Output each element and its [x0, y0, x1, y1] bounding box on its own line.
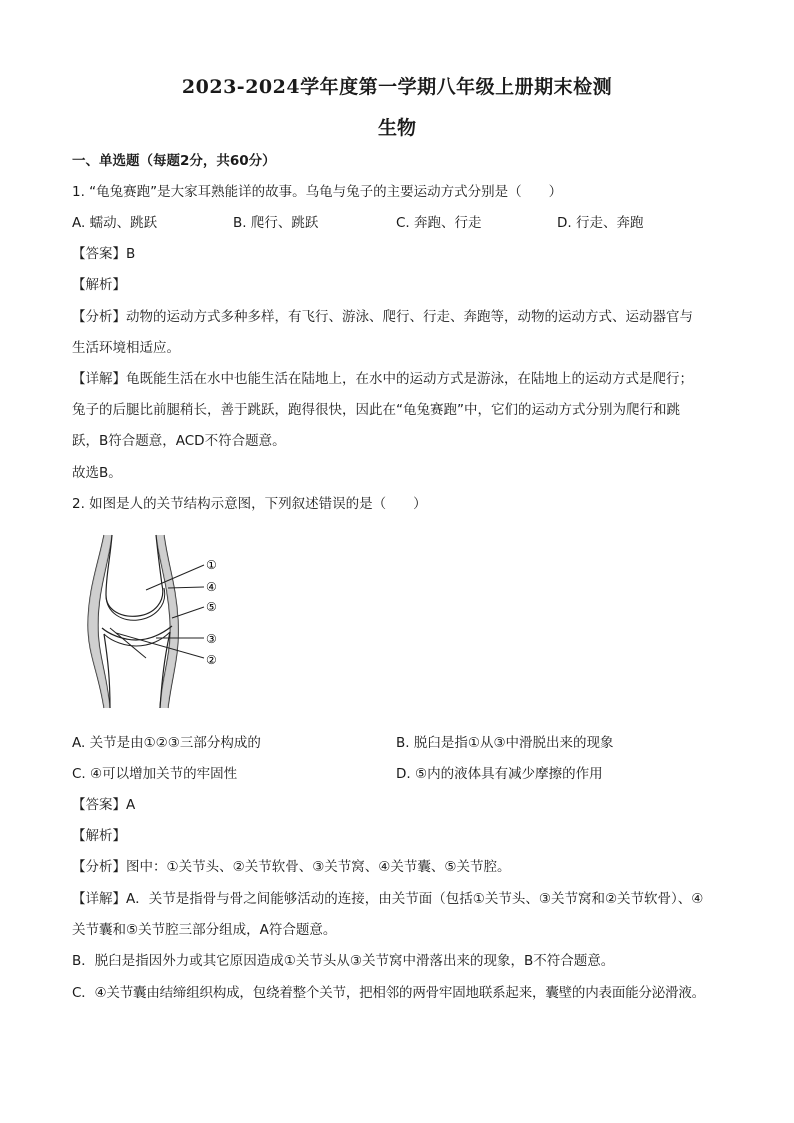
- q2-option-b: B. 脱臼是指①从③中滑脱出来的现象: [396, 735, 614, 751]
- q1-xiangjie-line-1: 【详解】龟既能生活在水中也能生活在陆地上，在水中的运动方式是游泳，在陆地上的运动方式是爬行；: [72, 371, 693, 387]
- diagram-label-1: ①: [206, 558, 217, 572]
- q1-option-d: D. 行走、奔跑: [557, 215, 644, 231]
- q1-option-a: A. 蠕动、跳跃: [72, 215, 158, 231]
- q2-option-d: D. ⑤内的液体具有减少摩擦的作用: [396, 766, 603, 782]
- q1-answer: 【答案】B: [72, 246, 136, 262]
- q1-option-c: C. 奔跑、行走: [396, 215, 482, 231]
- diagram-label-3: ③: [206, 632, 217, 646]
- q1-option-b: B. 爬行、跳跃: [233, 215, 319, 231]
- q1-conclusion: 故选B。: [72, 465, 122, 481]
- q2-xiangjie-line-2: 关节囊和⑤关节腔三部分组成，A符合题意。: [72, 922, 337, 938]
- diagram-label-2: ②: [206, 653, 217, 667]
- q2-stem: 2. 如图是人的关节结构示意图，下列叙述错误的是（ ）: [72, 496, 427, 512]
- q1-fenxi-line-1: 【分析】动物的运动方式多种多样，有飞行、游泳、爬行、行走、奔跑等，动物的运动方式、运动器官与: [72, 309, 693, 325]
- q2-b-explanation: B．脱臼是指因外力或其它原因造成①关节头从③关节窝中滑落出来的现象，B不符合题意。: [72, 953, 615, 969]
- q1-xiangjie-line-3: 跃，B符合题意，ACD不符合题意。: [72, 433, 286, 449]
- q1-stem: 1. “龟兔赛跑”是大家耳熟能详的故事。乌龟与兔子的主要运动方式分别是（ ）: [72, 184, 563, 200]
- q2-xiangjie-line-1: 【详解】A．关节是指骨与骨之间能够活动的连接，由关节面（包括①关节头、③关节窝和②关节软骨）、④: [72, 891, 704, 907]
- q2-answer: 【答案】A: [72, 797, 136, 813]
- q1-analysis-label: 【解析】: [72, 277, 126, 293]
- q2-option-c: C. ④可以增加关节的牢固性: [72, 766, 238, 782]
- exam-title: 2023-2024学年度第一学期八年级上册期末检测: [181, 76, 613, 98]
- q1-fenxi-line-2: 生活环境相适应。: [72, 340, 180, 356]
- diagram-label-5: ⑤: [206, 600, 217, 614]
- section-heading: 一、单选题（每题2分，共60分）: [72, 153, 276, 169]
- diagram-label-4: ④: [206, 580, 217, 594]
- q2-option-a: A. 关节是由①②③三部分构成的: [72, 735, 261, 751]
- joint-head: [106, 535, 163, 616]
- q2-c-explanation: C．④关节囊由结缔组织构成，包绕着整个关节，把相邻的两骨牢固地联系起来，囊壁的内表面能分泌滑液。: [72, 985, 705, 1001]
- q2-analysis-label: 【解析】: [72, 828, 126, 844]
- q1-xiangjie-line-2: 兔子的后腿比前腿稍长，善于跳跃，跑得很快，因此在“龟兔赛跑”中，它们的运动方式分别为爬行和跳: [72, 402, 680, 418]
- joint-diagram: [76, 530, 236, 715]
- q2-fenxi: 【分析】图中：①关节头、②关节软骨、③关节窝、④关节囊、⑤关节腔。: [72, 859, 511, 875]
- subject-title: 生物: [377, 117, 416, 139]
